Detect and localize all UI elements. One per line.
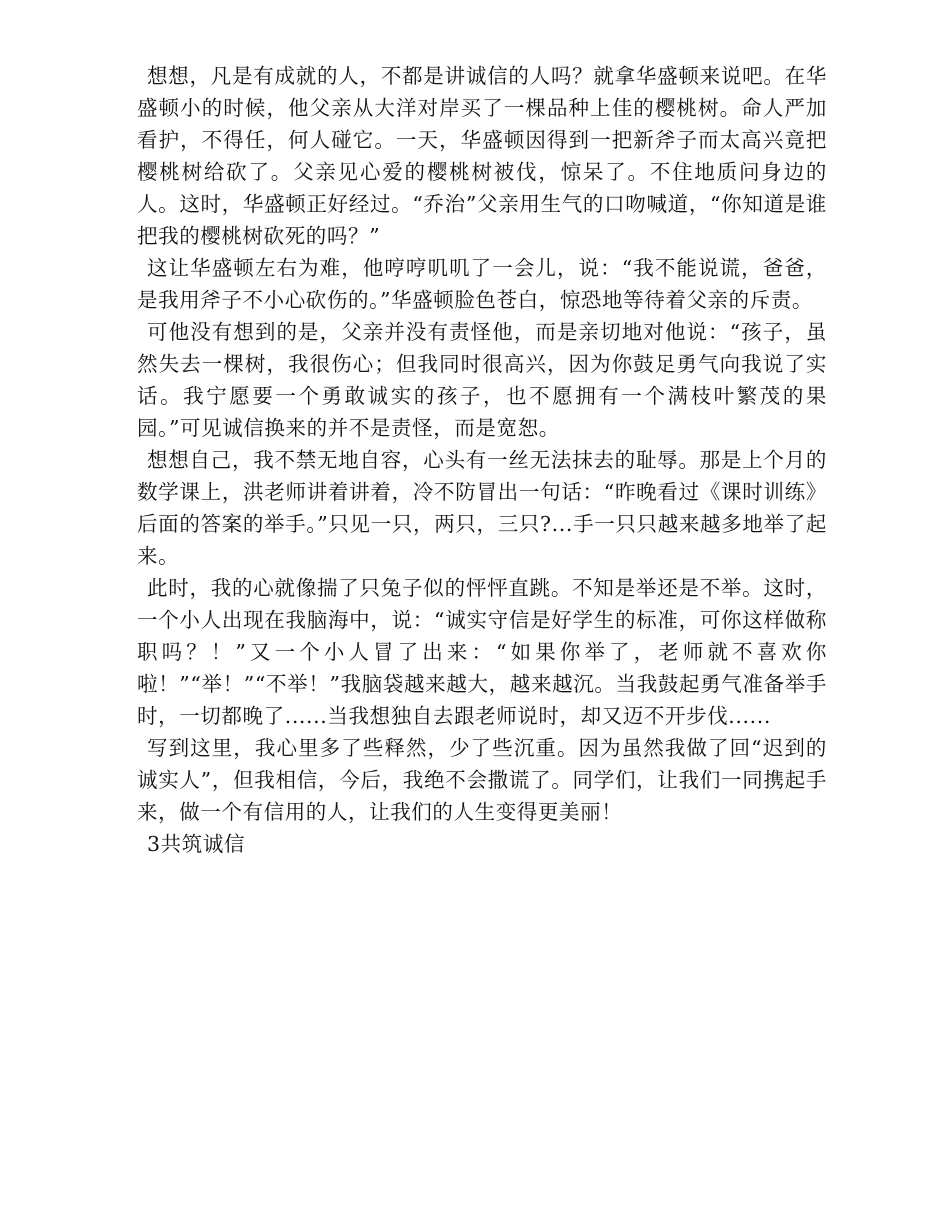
paragraph-inner-struggle: 此时，我的心就像揣了只兔子似的怦怦直跳。不知是举还是不举。这时，一个小人出现在我脑海中，说：“诚实守信是好学生的标准，可你这样做称职吗？！”又一个小人冒了出来：“如果你举了，老师就不喜欢你啦！”“举！”“不举！”我脑袋越来越大，越来越沉。当我鼓起勇气准备举手时，一切都晚了......当我想独自去跟老师说时，却又迈不开步伐...... <box>137 576 827 728</box>
paragraph-washington-confession: 这让华盛顿左右为难，他哼哼叽叽了一会儿，说：“我不能说谎，爸爸，是我用斧子不小心砍伤的。”华盛顿脸色苍白，惊恐地等待着父亲的斥责。 <box>137 256 827 312</box>
paragraph-father-response: 可他没有想到的是，父亲并没有责怪他，而是亲切地对他说：“孩子，虽然失去一棵树，我很伤心；但我同时很高兴，因为你鼓足勇气向我说了实话。我宁愿要一个勇敢诚实的孩子，也不愿拥有一个满枝叶繁茂的果园。”可见诚信换来的并不是责怪，而是宽恕。 <box>137 320 827 440</box>
paragraph-conclusion: 写到这里，我心里多了些释然，少了些沉重。因为虽然我做了回“迟到的诚实人”，但我相信，今后，我绝不会撒谎了。同学们，让我们一同携起手来，做一个有信用的人，让我们的人生变得更美丽！ <box>137 736 827 824</box>
paragraph-self-reflection: 想想自己，我不禁无地自容，心头有一丝无法抹去的耻辱。那是上个月的数学课上，洪老师讲着讲着，冷不防冒出一句话：“昨晚看过《课时训练》后面的答案的举手。”只见一只，两只，三只?...手一只只越来越多地举了起来。 <box>137 448 827 568</box>
document-body <box>137 60 827 860</box>
paragraph-washington-story: 想想，凡是有成就的人，不都是讲诚信的人吗？就拿华盛顿来说吧。在华盛顿小的时候，他父亲从大洋对岸买了一棵品种上佳的樱桃树。命人严加看护，不得任，何人碰它。一天，华盛顿因得到一把新斧子而太高兴竟把樱桃树给砍了。父亲见心爱的樱桃树被伐，惊呆了。不住地质问身边的人。这时，华盛顿正好经过。“乔治”父亲用生气的口吻喊道，“你知道是谁把我的樱桃树砍死的吗？” <box>137 64 827 248</box>
section-heading: 3共筑诚信 <box>147 832 246 856</box>
